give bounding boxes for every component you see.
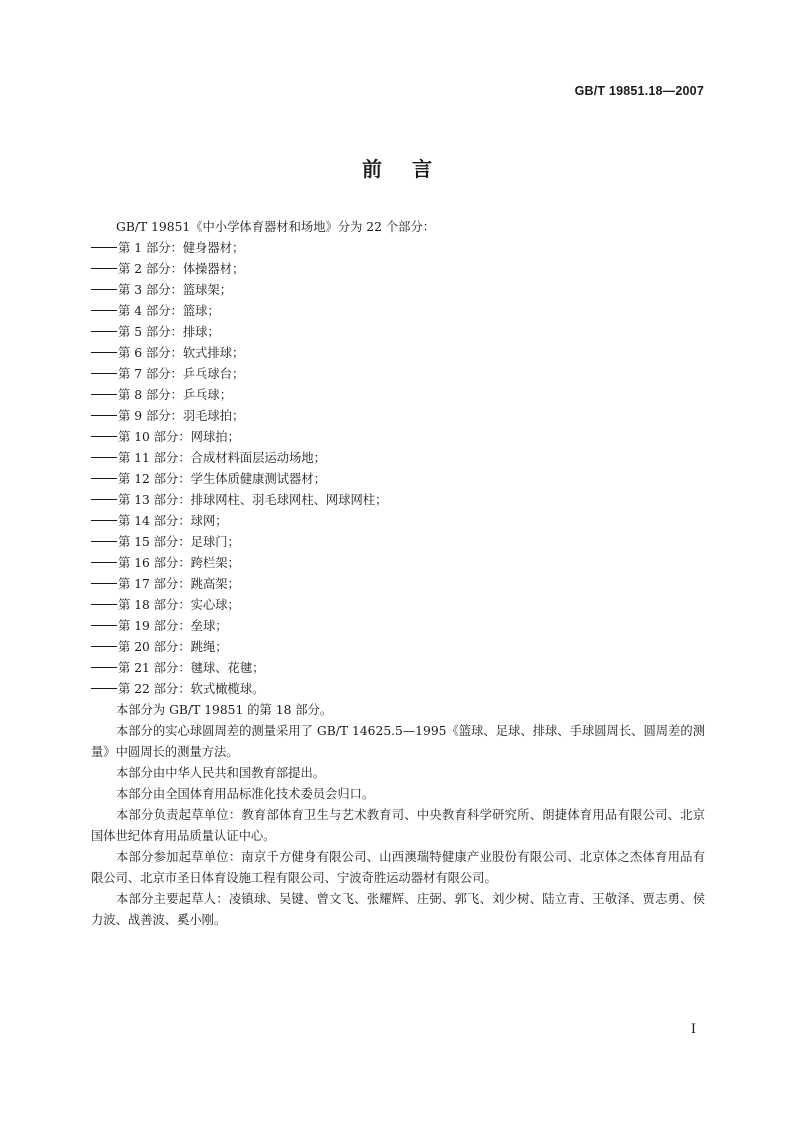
list-item: 第 21 部分：毽球、花毽； — [91, 658, 705, 679]
page-number: I — [690, 1022, 696, 1037]
participating-drafters-paragraph: 本部分参加起草单位：南京千方健身有限公司、山西澳瑞特健康产业股份有限公司、北京体之杰体育用品有限公司、北京市圣日体育设施工程有限公司、宁波奇胜运动器材有限公司。 — [91, 850, 705, 885]
dash-mark — [91, 457, 117, 458]
dash-mark — [91, 352, 117, 353]
dash-mark — [91, 688, 117, 689]
list-item: 第 2 部分：体操器材； — [91, 259, 705, 280]
list-item: 第 22 部分：软式橄榄球。 — [91, 679, 705, 700]
list-item: 第 7 部分：乒乓球台； — [91, 364, 705, 385]
parts-list — [91, 238, 705, 700]
list-item: 第 12 部分：学生体质健康测试器材； — [91, 469, 705, 490]
committee-paragraph: 本部分由全国体育用品标准化技术委员会归口。 — [116, 787, 375, 801]
list-item: 第 19 部分：垒球； — [91, 616, 705, 637]
dash-mark — [91, 247, 117, 248]
page-title: 前言 — [362, 157, 462, 181]
part-statement: 本部分为 GB/T 19851 的第 18 部分。 — [116, 703, 333, 717]
list-item: 第 13 部分：排球网柱、羽毛球网柱、网球网柱； — [91, 490, 705, 511]
list-item: 第 10 部分：网球拍； — [91, 427, 705, 448]
list-item: 第 16 部分：跨栏架； — [91, 553, 705, 574]
dash-mark — [91, 331, 117, 332]
dash-mark — [91, 562, 117, 563]
list-item: 第 15 部分：足球门； — [91, 532, 705, 553]
dash-mark — [91, 436, 117, 437]
dash-mark — [91, 646, 117, 647]
dash-mark — [91, 373, 117, 374]
list-item: 第 3 部分：篮球架； — [91, 280, 705, 301]
list-item: 第 4 部分：篮球； — [91, 301, 705, 322]
dash-mark — [91, 415, 117, 416]
list-item: 第 1 部分：健身器材； — [91, 238, 705, 259]
list-item: 第 20 部分：跳绳； — [91, 637, 705, 658]
list-item: 第 11 部分：合成材料面层运动场地； — [91, 448, 705, 469]
dash-mark — [91, 310, 117, 311]
dash-mark — [91, 289, 117, 290]
dash-mark — [91, 478, 117, 479]
dash-mark — [91, 604, 117, 605]
document-body — [91, 217, 705, 931]
list-item: 第 14 部分：球网； — [91, 511, 705, 532]
dash-mark — [91, 499, 117, 500]
main-drafters-paragraph: 本部分主要起草人：凌镇球、吴键、曾文飞、张耀辉、庄弼、郭飞、刘少树、陆立青、王敬泽、贾志勇、侯力波、战善波、奚小刚。 — [91, 892, 705, 927]
list-item: 第 9 部分：羽毛球拍； — [91, 406, 705, 427]
dash-mark — [91, 583, 117, 584]
intro-paragraph: GB/T 19851《中小学体育器材和场地》分为 22 个部分： — [116, 220, 436, 234]
document-code: GB/T 19851.18—2007 — [574, 84, 704, 98]
list-item: 第 17 部分：跳高架； — [91, 574, 705, 595]
dash-mark — [91, 394, 117, 395]
list-item: 第 8 部分：乒乓球； — [91, 385, 705, 406]
dash-mark — [91, 520, 117, 521]
lead-drafters-paragraph: 本部分负责起草单位：教育部体育卫生与艺术教育司、中央教育科学研究所、朗捷体育用品有限公司、北京国体世纪体育用品质量认证中心。 — [91, 808, 705, 843]
dash-mark — [91, 268, 117, 269]
list-item: 第 6 部分：软式排球； — [91, 343, 705, 364]
list-item: 第 18 部分：实心球； — [91, 595, 705, 616]
dash-mark — [91, 667, 117, 668]
list-item: 第 5 部分：排球； — [91, 322, 705, 343]
measurement-method-paragraph: 本部分的实心球圆周差的测量采用了 GB/T 14625.5—1995《篮球、足球、排球、手球圆周长、圆周差的测量》中圆周长的测量方法。 — [91, 724, 705, 759]
dash-mark — [91, 541, 117, 542]
proposer-paragraph: 本部分由中华人民共和国教育部提出。 — [116, 766, 326, 780]
dash-mark — [91, 625, 117, 626]
